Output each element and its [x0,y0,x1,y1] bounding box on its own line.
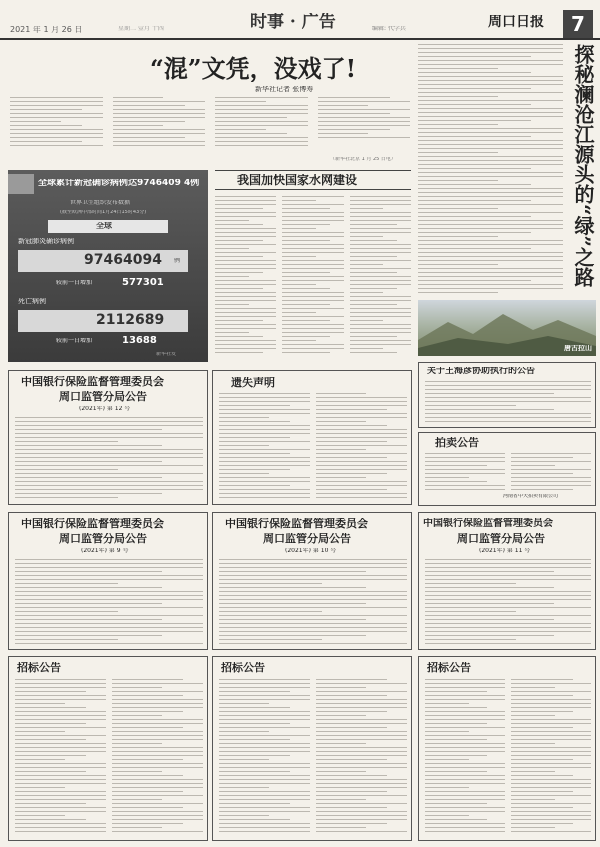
yangtze-title: 关于王海彦协助执行的公告 [427,367,536,376]
water-title: 我国加快国家水网建设 [237,174,358,187]
bid-notice-2 [212,656,412,841]
article-body [10,97,410,155]
cbirc-body-2 [15,559,203,647]
cbirc-body-4 [425,559,591,647]
auction-body [425,453,591,493]
cbirc-subtitle-4: 周口监管分局公告 [457,533,545,545]
covid-infographic [8,170,208,362]
cbirc-number-3: (2021年) 第 10 号 [285,548,337,554]
loss-title: 遗失声明 [231,377,275,389]
loss-body [219,393,407,501]
confirmed-unit: 例 [174,258,181,264]
confirmed-box [18,250,188,272]
yangtze-notice [418,362,596,428]
confirmed-value: 97464094 [84,253,162,268]
cbirc-notice-1 [8,370,208,505]
bid-body-1 [15,679,203,837]
cbirc-subtitle-3: 周口监管分局公告 [263,533,351,545]
page-number: 7 [571,13,585,35]
water-body [215,196,411,356]
cbirc-subtitle-2: 周口监管分局公告 [59,533,147,545]
yangtze-body [425,381,591,425]
auction-title: 拍卖公告 [435,437,479,449]
death-new-value: 13688 [122,335,157,346]
bid-title-2: 招标公告 [221,662,265,674]
bid-title-1: 招标公告 [17,662,61,674]
article-byline: 新华社记者 张博寿 [255,86,314,93]
auction-notice [418,432,596,506]
cbirc-body-1 [15,417,203,501]
feature-body [418,44,563,296]
bid-body-3 [425,679,591,837]
covid-region-banner [48,220,168,233]
death-value: 2112689 [96,313,165,328]
covid-region: 全球 [96,222,112,230]
article-title: “混”文凭，没戏了! [150,56,357,83]
paper-name: 周口日报 [488,15,544,30]
bid-body-2 [219,679,407,837]
section-name: 时事 · 广告 [250,13,336,32]
bid-notice-1 [8,656,208,841]
cbirc-title-4: 中国银行保险监督管理委员会 [423,518,553,529]
feature-title: 探秘澜沧江源头的“绿”之路 [571,44,595,288]
confirmed-label: 新冠肺炎确诊病例 [18,238,74,245]
photo-caption: 唐古拉山 [564,345,592,353]
cbirc-body-3 [219,559,407,647]
page-number-box [563,10,593,38]
feature-photo [418,300,596,356]
editor-info: 编辑: 代学兵 [372,26,406,32]
water-title-box [215,170,411,190]
death-box [18,310,188,332]
covid-time-note: (截至欧洲中部时间1月24日15时43分) [60,210,147,215]
covid-credit: 新华社发 [156,352,177,357]
cbirc-title-2: 中国银行保险监督管理委员会 [21,518,164,530]
covid-subtitle: 世界卫生组织发布数据 [70,200,131,206]
issue-date: 2021 年 1 月 26 日 [10,26,83,34]
auction-company: 河南省中天拍卖有限公司 [503,494,559,499]
cbirc-notice-2 [8,512,208,650]
death-label: 死亡病例 [18,298,46,305]
cbirc-number-4: (2021年) 第 11 号 [479,548,531,554]
covid-title: 全球累计新冠确诊病例达9746409 4例 [38,179,200,188]
cbirc-notice-3 [212,512,412,650]
cbirc-title-3: 中国银行保险监督管理委员会 [225,518,368,530]
article-footer: （新华社北京 1 月 25 日电） [330,157,396,162]
cbirc-subtitle-1: 周口监管分局公告 [59,391,147,403]
death-new-label: 较前一日增加 [56,338,93,344]
cbirc-notice-4 [418,512,596,650]
bid-notice-3 [418,656,596,841]
cbirc-number-1: (2021年) 第 12 号 [79,406,131,412]
loss-notices [212,370,412,505]
confirmed-new-value: 577301 [122,277,164,288]
confirmed-new-label: 较前一日增加 [56,280,93,286]
cbirc-number-2: (2021年) 第 9 号 [81,548,129,554]
bid-title-3: 招标公告 [427,662,471,674]
cbirc-title-1: 中国银行保险监督管理委员会 [21,376,164,388]
covid-flag [8,174,34,194]
day-info: 星期二 壹月 十四 [118,26,164,32]
